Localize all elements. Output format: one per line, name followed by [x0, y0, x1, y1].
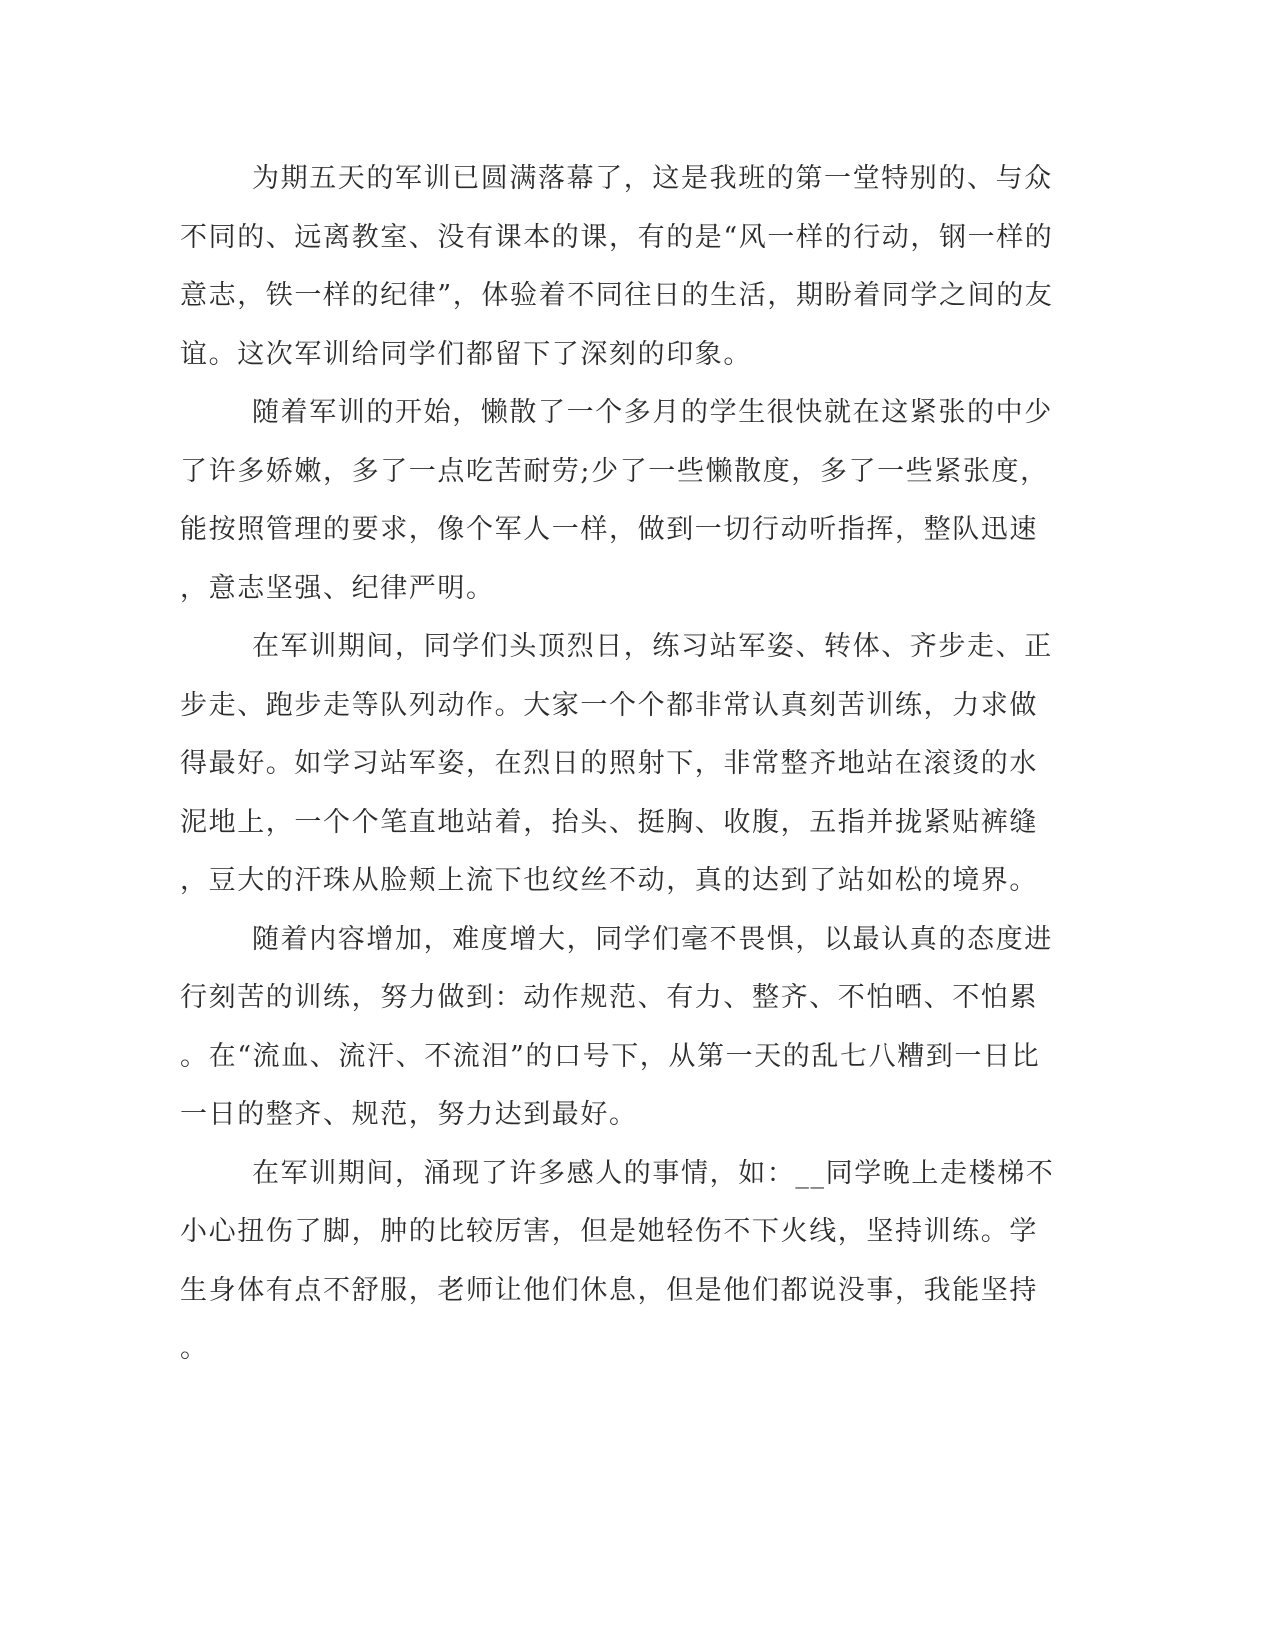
- paragraph-3-line-4: 泥地上，一个个笔直地站着，抬头、挺胸、收腹，五指并拢紧贴裤缝: [180, 806, 1038, 838]
- paragraph-5-line-2: 小心扭伤了脚，肿的比较厉害，但是她轻伤不下火线，坚持训练。学: [180, 1216, 1038, 1247]
- paragraph-4-line-1: 随着内容增加，难度增大，同学们毫不畏惧，以最认真的态度进: [252, 923, 1053, 955]
- paragraph-1-line-2: 不同的、远离教室、没有课本的课，有的是“风一样的行动，钢一样的: [180, 221, 1054, 253]
- paragraph-1-line-1: 为期五天的军训已圆满落幕了，这是我班的第一堂特别的、与众: [252, 163, 1053, 194]
- paragraph-2-line-1: 随着军训的开始，懒散了一个多月的学生很快就在这紧张的中少: [252, 397, 1053, 428]
- paragraph-5-line-4: 。: [180, 1333, 209, 1364]
- paragraph-1-line-4: 谊。这次军训给同学们都留下了深刻的印象。: [180, 338, 752, 370]
- paragraph-3-line-5: ，豆大的汗珠从脸颊上流下也纹丝不动，真的达到了站如松的境界。: [180, 865, 1038, 896]
- paragraph-3-line-1: 在军训期间，同学们头顶烈日，练习站军姿、转体、齐步走、正: [252, 631, 1053, 662]
- paragraph-4-line-2: 行刻苦的训练，努力做到：动作规范、有力、整齐、不怕晒、不怕累: [180, 982, 1038, 1013]
- paragraph-3-line-2: 步走、跑步走等队列动作。大家一个个都非常认真刻苦训练，力求做: [180, 689, 1038, 721]
- paragraph-4-line-3: 。在“流血、流汗、不流泪”的口号下，从第一天的乱七八糟到一日比: [180, 1040, 1041, 1072]
- paragraph-5-line-3: 生身体有点不舒服，老师让他们休息，但是他们都说没事，我能坚持: [180, 1274, 1038, 1306]
- paragraph-4-line-4: 一日的整齐、规范，努力达到最好。: [180, 1099, 638, 1130]
- paragraph-3-line-3: 得最好。如学习站军姿，在烈日的照射下，非常整齐地站在滚烫的水: [180, 748, 1038, 779]
- paragraph-1-line-3: 意志，铁一样的纪律”，体验着不同往日的生活，期盼着同学之间的友: [180, 280, 1054, 311]
- paragraph-2-line-2: 了许多娇嫩，多了一点吃苦耐劳;少了一些懒散度，多了一些紧张度，: [180, 455, 1049, 487]
- paragraph-2-line-3: 能按照管理的要求，像个军人一样，做到一切行动听指挥，整队迅速: [180, 514, 1038, 545]
- document-body: [180, 150, 1055, 1379]
- paragraph-2-line-4: ，意志坚强、纪律严明。: [180, 572, 495, 604]
- paragraph-5-line-1: 在军训期间，涌现了许多感人的事情，如：__同学晚上走楼梯不: [252, 1157, 1055, 1189]
